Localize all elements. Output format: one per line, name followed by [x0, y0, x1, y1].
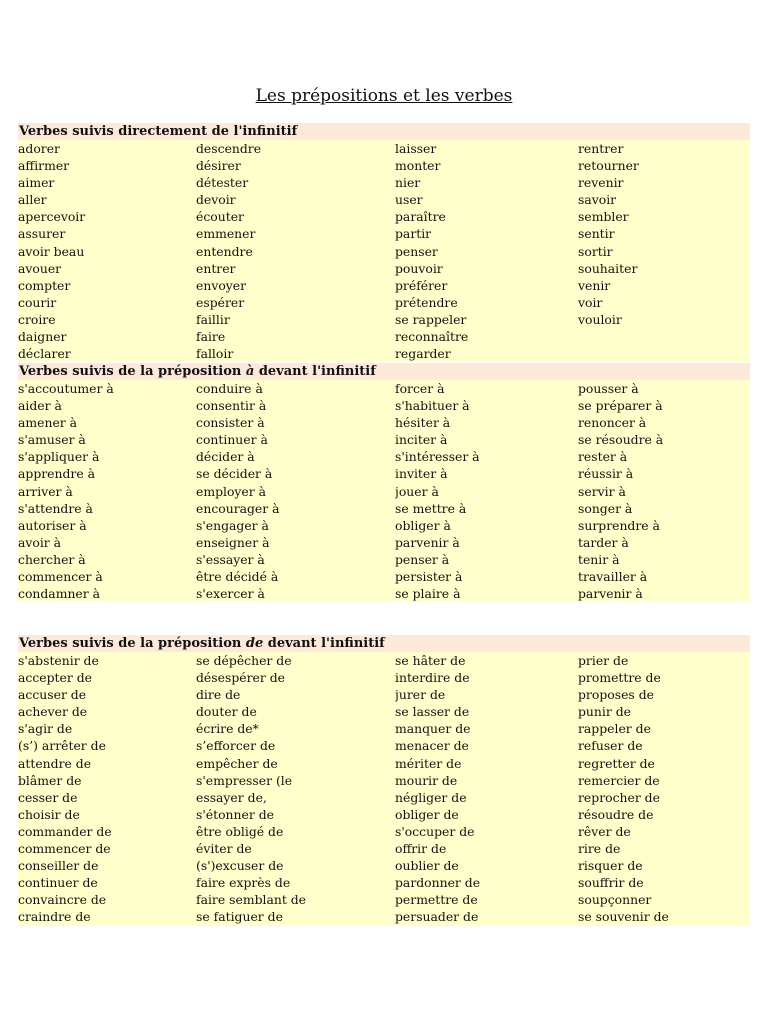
verb-cell: risquer de: [578, 858, 643, 874]
verb-cell: s'engager à: [196, 517, 269, 533]
verb-cell: daigner: [18, 329, 67, 345]
verb-cell: espérer: [196, 294, 245, 310]
verb-cell: s'agir de: [18, 721, 73, 737]
verb-cell: croire: [18, 311, 56, 327]
table-row: [18, 500, 750, 517]
verb-cell: avoir beau: [18, 243, 85, 259]
verb-cell: laisser: [395, 141, 437, 156]
table-row: [18, 397, 750, 414]
verb-cell: entendre: [196, 243, 253, 259]
verb-cell: se hâter de: [395, 653, 466, 668]
verb-cell: persuader de: [395, 909, 479, 925]
verb-cell: reconnaître: [395, 329, 469, 345]
section-header-preposition: à: [245, 364, 255, 379]
section-preposition-a: [18, 363, 750, 602]
verb-cell: conseiller de: [18, 858, 99, 874]
verb-cell: travailler à: [578, 569, 648, 585]
table-row: [18, 806, 750, 823]
verb-cell: jouer à: [395, 483, 439, 499]
section-header-text: Verbes suivis de la préposition: [19, 364, 246, 379]
verb-cell: promettre de: [578, 670, 661, 686]
verb-cell: renoncer à: [578, 415, 647, 431]
verb-cell: s'occuper de: [395, 823, 475, 839]
verb-cell: assurer: [18, 226, 66, 242]
table-row: [18, 294, 750, 311]
verb-cell: dire de: [196, 687, 241, 703]
table-row: [18, 686, 750, 703]
verb-cell: s'exercer à: [196, 586, 265, 602]
table-row: [18, 157, 750, 174]
table-row: [18, 311, 750, 328]
section-header-text-end: devant l'infinitif: [254, 364, 376, 379]
section-header-text-end: devant l'infinitif: [263, 636, 385, 651]
table-row: [18, 517, 750, 534]
verb-cell: achever de: [18, 704, 88, 720]
verb-cell: tenir à: [578, 551, 620, 567]
verb-cell: condamner à: [18, 586, 101, 602]
verb-cell: savoir: [578, 192, 617, 208]
verb-cell: penser: [395, 243, 438, 259]
section-header-text: Verbes suivis de la préposition: [19, 636, 246, 651]
table-row: [18, 483, 750, 500]
verb-cell: courir: [18, 294, 57, 310]
table-row: [18, 414, 750, 431]
table-row: [18, 448, 750, 465]
verb-cell: regretter de: [578, 755, 655, 771]
page-title: Les prépositions et les verbes: [255, 86, 513, 106]
verb-cell: mourir de: [395, 772, 458, 788]
verb-cell: réussir à: [578, 466, 634, 482]
verb-cell: faire exprès de: [196, 875, 291, 891]
verb-cell: attendre de: [18, 755, 92, 771]
verb-cell: s’efforcer de: [196, 738, 276, 754]
verb-cell: conduire à: [196, 381, 263, 396]
verb-cell: craindre de: [18, 909, 91, 925]
verb-cell: autoriser à: [18, 517, 87, 533]
verb-cell: se fatiguer de: [196, 909, 283, 925]
table-row: [18, 585, 750, 602]
verb-cell: consister à: [196, 415, 265, 431]
verb-cell: monter: [395, 158, 441, 174]
verb-cell: affirmer: [18, 158, 70, 174]
verb-cell: parvenir à: [395, 534, 460, 550]
verb-cell: se préparer à: [578, 398, 663, 414]
verb-cell: sortir: [578, 243, 613, 259]
verb-cell: employer à: [196, 483, 267, 499]
verb-cell: continuer de: [18, 875, 98, 891]
verb-cell: jurer de: [395, 687, 446, 703]
verb-cell: prétendre: [395, 294, 458, 310]
verb-cell: forcer à: [395, 381, 445, 396]
verb-cell: punir de: [578, 704, 631, 720]
table-row: [18, 534, 750, 551]
verb-cell: s'abstenir de: [18, 653, 99, 668]
verb-cell: aimer: [18, 175, 55, 191]
verb-cell: proposes de: [578, 687, 654, 703]
verb-cell: souhaiter: [578, 260, 638, 276]
verb-cell: empêcher de: [196, 755, 278, 771]
verb-cell: choisir de: [18, 806, 80, 822]
verb-cell: songer à: [578, 500, 633, 516]
section-header: [18, 123, 750, 140]
verb-cell: entrer: [196, 260, 236, 276]
verb-cell: s'empresser (le: [196, 772, 293, 788]
table-row: [18, 174, 750, 191]
table-row: [18, 277, 750, 294]
verb-cell: se plaire à: [395, 586, 461, 602]
verb-cell: avoir à: [18, 534, 62, 550]
verb-cell: écrire de*: [196, 721, 259, 737]
verb-cell: refuser de: [578, 738, 643, 754]
verb-cell: persister à: [395, 569, 463, 585]
verb-cell: falloir: [196, 346, 234, 362]
table-row: [18, 789, 750, 806]
verb-table: [18, 652, 750, 926]
verb-cell: faire semblant de: [196, 892, 307, 908]
verb-cell: emmener: [196, 226, 256, 242]
table-row: [18, 652, 750, 669]
verb-cell: enseigner à: [196, 534, 270, 550]
verb-cell: sembler: [578, 209, 629, 225]
section-header: [18, 363, 750, 380]
verb-cell: faillir: [196, 311, 230, 327]
verb-cell: éviter de: [196, 841, 252, 857]
verb-cell: être décidé à: [196, 569, 279, 585]
verb-cell: arriver à: [18, 483, 73, 499]
verb-cell: (s’) arrêter de: [18, 738, 106, 754]
table-row: [18, 328, 750, 345]
verb-cell: s'intéresser à: [395, 449, 480, 465]
verb-cell: essayer de,: [196, 789, 267, 805]
verb-cell: pouvoir: [395, 260, 443, 276]
verb-cell: rappeler de: [578, 721, 651, 737]
verb-cell: commencer de: [18, 841, 111, 857]
table-row: [18, 737, 750, 754]
section-header-text: Verbes suivis directement de l'infinitif: [19, 124, 298, 139]
verb-cell: parvenir à: [578, 586, 643, 602]
verb-cell: faire: [196, 329, 226, 345]
verb-cell: apprendre à: [18, 466, 95, 482]
verb-cell: surprendre à: [578, 517, 660, 533]
verb-cell: déclarer: [18, 346, 71, 362]
verb-cell: regarder: [395, 346, 451, 362]
verb-cell: se mettre à: [395, 500, 467, 516]
verb-cell: cesser de: [18, 789, 78, 805]
verb-cell: permettre de: [395, 892, 478, 908]
verb-cell: s'habituer à: [395, 398, 470, 414]
verb-cell: tarder à: [578, 534, 629, 550]
verb-cell: commander de: [18, 823, 112, 839]
table-row: [18, 755, 750, 772]
table-row: [18, 225, 750, 242]
verb-cell: se lasser de: [395, 704, 470, 720]
verb-cell: reprocher de: [578, 789, 660, 805]
verb-cell: hésiter à: [395, 415, 451, 431]
verb-cell: désespérer de: [196, 670, 285, 686]
verb-cell: commencer à: [18, 569, 103, 585]
verb-cell: douter de: [196, 704, 257, 720]
verb-cell: interdire de: [395, 670, 470, 686]
verb-cell: (s')excuser de: [196, 858, 284, 874]
table-row: [18, 380, 750, 397]
verb-cell: envoyer: [196, 277, 247, 293]
verb-cell: continuer à: [196, 432, 268, 448]
verb-cell: rêver de: [578, 823, 631, 839]
verb-cell: accepter de: [18, 670, 92, 686]
verb-cell: nier: [395, 175, 421, 191]
verb-cell: rire de: [578, 841, 621, 857]
verb-cell: descendre: [196, 141, 262, 156]
verb-cell: s'accoutumer à: [18, 381, 114, 396]
table-row: [18, 345, 750, 362]
verb-cell: soupçonner: [578, 892, 652, 908]
verb-cell: sentir: [578, 226, 615, 242]
table-row: [18, 703, 750, 720]
verb-cell: blâmer de: [18, 772, 82, 788]
verb-table: [18, 380, 750, 602]
verb-cell: avouer: [18, 260, 62, 276]
verb-cell: s'appliquer à: [18, 449, 100, 465]
table-row: [18, 208, 750, 225]
verb-cell: décider à: [196, 449, 255, 465]
verb-cell: écouter: [196, 209, 244, 225]
verb-table: [18, 140, 750, 362]
verb-cell: revenir: [578, 175, 624, 191]
table-row: [18, 720, 750, 737]
table-row: [18, 874, 750, 891]
verb-cell: aider à: [18, 398, 62, 414]
verb-cell: chercher à: [18, 551, 86, 567]
verb-cell: manquer de: [395, 721, 471, 737]
section-header-preposition: de: [245, 636, 264, 651]
table-row: [18, 140, 750, 157]
verb-cell: pardonner de: [395, 875, 481, 891]
verb-cell: s'étonner de: [196, 806, 274, 822]
verb-cell: penser à: [395, 551, 450, 567]
table-row: [18, 891, 750, 908]
verb-cell: négliger de: [395, 789, 467, 805]
verb-cell: apercevoir: [18, 209, 86, 225]
verb-cell: convaincre de: [18, 892, 107, 908]
table-row: [18, 669, 750, 686]
verb-cell: rentrer: [578, 141, 624, 156]
section-direct-infinitive: [18, 123, 750, 362]
section-preposition-de: [18, 635, 750, 926]
verb-cell: offrir de: [395, 841, 447, 857]
table-row: [18, 568, 750, 585]
verb-cell: servir à: [578, 483, 626, 499]
verb-cell: amener à: [18, 415, 78, 431]
verb-cell: devoir: [196, 192, 236, 208]
verb-cell: mériter de: [395, 755, 462, 771]
verb-cell: désirer: [196, 158, 241, 174]
verb-cell: aller: [18, 192, 47, 208]
verb-cell: s'essayer à: [196, 551, 265, 567]
verb-cell: paraître: [395, 209, 446, 225]
verb-cell: venir: [578, 277, 611, 293]
verb-cell: obliger de: [395, 806, 459, 822]
verb-cell: accuser de: [18, 687, 87, 703]
verb-cell: compter: [18, 277, 71, 293]
table-row: [18, 857, 750, 874]
verb-cell: menacer de: [395, 738, 469, 754]
verb-cell: prier de: [578, 653, 629, 668]
table-row: [18, 465, 750, 482]
verb-cell: consentir à: [196, 398, 267, 414]
section-header: [18, 635, 750, 652]
verb-cell: s'amuser à: [18, 432, 86, 448]
verb-cell: détester: [196, 175, 249, 191]
verb-cell: se résoudre à: [578, 432, 664, 448]
verb-cell: s'attendre à: [18, 500, 93, 516]
verb-cell: souffrir de: [578, 875, 644, 891]
table-row: [18, 431, 750, 448]
table-row: [18, 260, 750, 277]
verb-cell: obliger à: [395, 517, 451, 533]
verb-cell: pousser à: [578, 381, 639, 396]
verb-cell: inciter à: [395, 432, 448, 448]
verb-cell: voir: [578, 294, 603, 310]
verb-cell: encourager à: [196, 500, 280, 516]
table-row: [18, 772, 750, 789]
table-row: [18, 551, 750, 568]
verb-cell: se dépêcher de: [196, 653, 292, 668]
verb-cell: inviter à: [395, 466, 448, 482]
verb-cell: être obligé de: [196, 823, 284, 839]
table-row: [18, 191, 750, 208]
verb-cell: oublier de: [395, 858, 459, 874]
verb-cell: se souvenir de: [578, 909, 669, 925]
table-row: [18, 840, 750, 857]
verb-cell: remercier de: [578, 772, 660, 788]
verb-cell: résoudre de: [578, 806, 654, 822]
verb-cell: se rappeler: [395, 311, 467, 327]
table-row: [18, 243, 750, 260]
verb-cell: préférer: [395, 277, 448, 293]
verb-cell: vouloir: [578, 311, 622, 327]
verb-cell: se décider à: [196, 466, 273, 482]
verb-cell: adorer: [18, 141, 60, 156]
verb-cell: partir: [395, 226, 432, 242]
table-row: [18, 823, 750, 840]
verb-cell: user: [395, 192, 423, 208]
table-row: [18, 908, 750, 925]
verb-cell: rester à: [578, 449, 628, 465]
verb-cell: retourner: [578, 158, 639, 174]
